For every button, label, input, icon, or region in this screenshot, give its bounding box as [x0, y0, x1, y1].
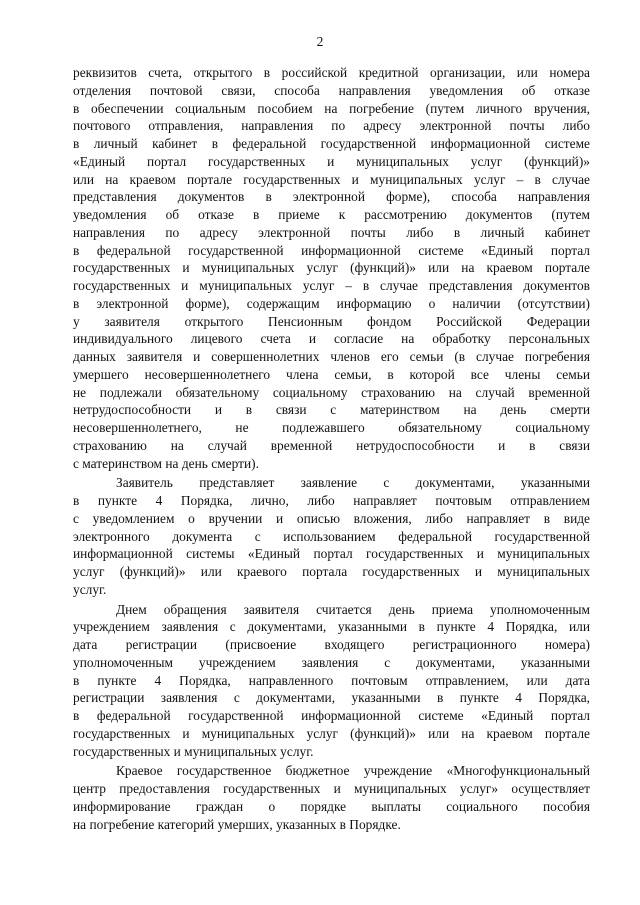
paragraph-2	[73, 474, 590, 598]
text-line: данных заявителя и совершеннолетних членов его семьи (в случае погребения	[73, 349, 590, 364]
text-line: отделения почтовой связи, способа направления уведомления об отказе	[73, 82, 590, 98]
text-line: в личный кабинет в федеральной государственной информационной системе	[73, 136, 590, 151]
text-line: в обеспечении социальным пособием на погребение (путем личного вручения,	[73, 100, 590, 116]
document-body	[73, 64, 590, 833]
text-line: регистрации заявления с документами, указанными в пункте 4 Порядка,	[73, 690, 590, 706]
text-line: информационной системы «Единый портал государственных и муниципальных	[73, 546, 590, 562]
text-line: электронного документа с использованием федеральной государственной	[73, 528, 590, 544]
text-line: государственных и муниципальных услуг – в случае представления документов	[73, 278, 590, 293]
text-line: Заявитель представляет заявление с документами, указанными	[116, 475, 590, 491]
text-line: центр предоставления государственных и муниципальных услуг» осуществляет	[73, 781, 590, 796]
text-line: с уведомлением о вручении и описью вложения, либо направляет в виде	[73, 510, 590, 526]
text-line: реквизитов счета, открытого в российской кредитной организации, или номера	[73, 65, 590, 80]
text-line: на погребение категорий умерших, указанных в Порядке.	[73, 816, 401, 832]
paragraph-3	[73, 601, 590, 761]
text-line: нетрудоспособности и в связи с материнством на день смерти	[73, 402, 590, 418]
text-line: умершего несовершеннолетнего члена семьи, в которой все члены семьи	[73, 366, 590, 382]
text-line: государственных и муниципальных услуг.	[73, 743, 314, 759]
text-line: услуг.	[73, 581, 107, 597]
text-line: страхованию на случай временной нетрудоспособности и в связи	[73, 437, 590, 453]
text-line: почтового отправления, направления по адресу электронной почты либо	[73, 118, 590, 134]
text-line: дата регистрации (присвоение входящего регистрационного номера)	[73, 637, 590, 652]
text-line: Краевое государственное бюджетное учреждение «Многофункциональный	[116, 763, 590, 779]
text-line: в пункте 4 Порядка, лично, либо направляет почтовым отправлением	[73, 493, 590, 508]
text-line: с материнством на день смерти).	[73, 455, 259, 471]
text-line: несовершеннолетнего, не подлежавшего обязательному социальному	[73, 420, 590, 435]
text-line: услуг (функций)» или краевого портала государственных и муниципальных	[73, 564, 590, 579]
text-line: или на краевом портале государственных и муниципальных услуг – в случае	[73, 171, 590, 187]
text-line: государственных и муниципальных услуг (функций)» или на краевом портале	[73, 725, 590, 741]
page-number: 2	[316, 34, 324, 49]
text-line: направления по адресу электронной почты либо в личный кабинет	[73, 224, 590, 240]
text-line: в пункте 4 Порядка, направленного почтовым отправлением, или дата	[73, 672, 590, 688]
text-line: учреждением заявления с документами, указанными в пункте 4 Порядка, или	[73, 619, 590, 635]
text-line: Днем обращения заявителя считается день приема уполномоченным	[116, 601, 590, 617]
text-line: информирование граждан о порядке выплаты социального пособия	[73, 798, 590, 814]
text-line: у заявителя открытого Пенсионным фондом Российской Федерации	[73, 313, 590, 329]
text-line: индивидуального лицевого счета и согласие на обработку персональных	[73, 331, 590, 347]
paragraph-1	[73, 64, 590, 472]
text-line: представления документов в электронной форме), способа направления	[73, 189, 590, 205]
text-line: не подлежали обязательному социальному страхованию на случай временной	[73, 384, 590, 400]
text-line: в электронной форме), содержащим информацию о наличии (отсутствии)	[73, 295, 590, 311]
text-line: в федеральной государственной информационной системе «Единый портал	[73, 242, 590, 258]
text-line: уведомления об отказе в приеме к рассмотрению документов (путем	[73, 207, 590, 222]
text-line: государственных и муниципальных услуг (функций)» или на краевом портале	[73, 260, 590, 276]
text-line: уполномоченным учреждением заявления с документами, указанными	[73, 654, 590, 670]
paragraph-4	[73, 762, 590, 833]
text-line: в федеральной государственной информационной системе «Единый портал	[73, 708, 590, 723]
text-line: «Единый портал государственных и муниципальных услуг (функций)»	[73, 153, 590, 169]
